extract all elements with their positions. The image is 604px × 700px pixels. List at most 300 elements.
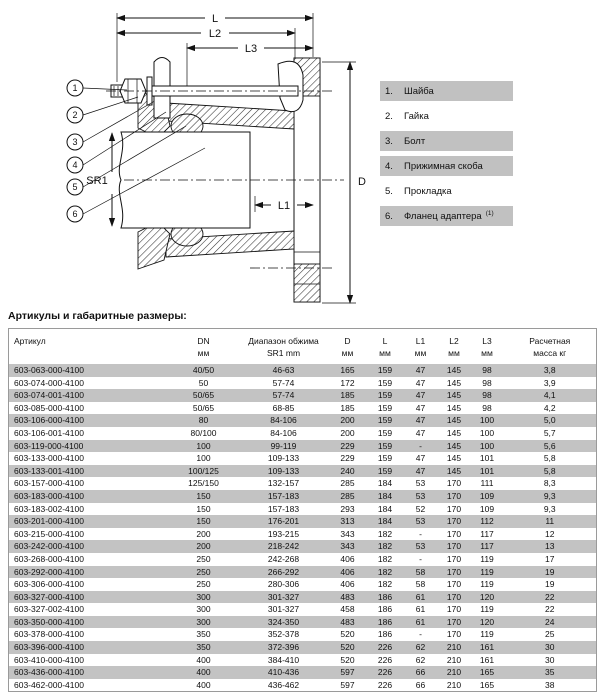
article-cell: 50 bbox=[198, 377, 209, 388]
article-cell: 384-410 bbox=[267, 654, 300, 665]
article-row bbox=[9, 414, 597, 427]
article-cell: 406 bbox=[329, 566, 367, 579]
article-cell: 61 bbox=[415, 604, 426, 615]
article-cell: 47 bbox=[404, 414, 438, 427]
header-artikul: Артикул bbox=[14, 336, 46, 346]
article-row bbox=[9, 402, 597, 415]
callout-4 bbox=[67, 157, 83, 173]
article-cell: 603-268-000-4100 bbox=[14, 553, 84, 564]
article-cell: 145 bbox=[438, 440, 471, 453]
dim-label-D: D bbox=[358, 176, 366, 188]
article-cell: 50/65 bbox=[192, 402, 215, 413]
article-cell: 603-074-000-4100 bbox=[14, 377, 84, 388]
legend-item-number: 6. bbox=[385, 210, 393, 222]
article-cell: 98 bbox=[471, 389, 504, 402]
article-cell: 210 bbox=[438, 641, 471, 654]
article-cell: 603-242-000-4100 bbox=[9, 540, 169, 553]
article-cell: 52 bbox=[415, 503, 426, 514]
article-cell: 35 bbox=[504, 666, 597, 679]
header-l1: L1 мм bbox=[414, 336, 427, 358]
article-cell: 293 bbox=[340, 503, 355, 514]
dimension-L2 bbox=[117, 28, 295, 40]
article-cell: 112 bbox=[471, 515, 504, 528]
article-cell: 4,1 bbox=[504, 389, 597, 402]
article-cell: 100 bbox=[196, 453, 211, 464]
article-cell: 603-436-000-4100 bbox=[9, 666, 169, 679]
legend-item-label: Гайка bbox=[404, 110, 429, 122]
articles-table bbox=[8, 328, 597, 692]
article-cell: 285 bbox=[340, 478, 355, 489]
legend-item-bolt bbox=[380, 131, 513, 151]
article-cell: 170 bbox=[438, 591, 471, 604]
article-cell: 159 bbox=[377, 427, 393, 438]
article-row bbox=[9, 679, 597, 692]
drawing-svg bbox=[0, 0, 380, 315]
article-cell: 159 bbox=[367, 440, 404, 453]
article-cell: 300 bbox=[169, 591, 239, 604]
dim-label-L1: L1 bbox=[277, 200, 291, 212]
article-cell: 19 bbox=[504, 566, 597, 579]
article-cell: 313 bbox=[329, 515, 367, 528]
callout-6 bbox=[67, 206, 83, 222]
article-cell: 184 bbox=[367, 490, 404, 503]
article-cell: 603-063-000-4100 bbox=[9, 364, 169, 377]
article-row bbox=[9, 528, 597, 541]
article-cell: 603-462-000-4100 bbox=[14, 679, 84, 690]
article-cell: 280-306 bbox=[267, 579, 300, 590]
article-row bbox=[9, 654, 597, 667]
article-cell: 99-119 bbox=[239, 440, 329, 453]
article-row bbox=[9, 566, 597, 579]
article-cell: 53 bbox=[415, 478, 426, 489]
article-cell: 226 bbox=[377, 679, 393, 690]
article-cell: 182 bbox=[377, 579, 393, 590]
article-cell: 182 bbox=[367, 540, 404, 553]
article-cell: 603-183-000-4100 bbox=[9, 490, 169, 503]
article-cell: 47 bbox=[404, 389, 438, 402]
article-cell: 84-106 bbox=[239, 414, 329, 427]
article-cell: 145 bbox=[446, 427, 462, 438]
article-cell: 84-106 bbox=[270, 427, 297, 438]
article-cell: 603-350-000-4100 bbox=[9, 616, 169, 629]
article-cell: 66 bbox=[404, 666, 438, 679]
header-l3: L3 мм bbox=[481, 336, 493, 358]
article-cell: 483 bbox=[329, 591, 367, 604]
legend-item-number: 1. bbox=[385, 85, 393, 97]
article-cell: 165 bbox=[471, 666, 504, 679]
header-d: D мм bbox=[341, 336, 354, 358]
article-cell: 266-292 bbox=[239, 566, 329, 579]
article-cell: 17 bbox=[545, 553, 555, 564]
legend-item-number: 4. bbox=[385, 160, 393, 172]
callout-1-number: 1 bbox=[72, 83, 78, 93]
article-cell: 100 bbox=[471, 414, 504, 427]
article-cell: 603-106-000-4100 bbox=[9, 414, 169, 427]
article-cell: 436-462 bbox=[267, 679, 300, 690]
article-cell: 372-396 bbox=[239, 641, 329, 654]
article-cell: - bbox=[419, 553, 422, 564]
article-cell: 170 bbox=[446, 579, 462, 590]
article-cell: 62 bbox=[404, 641, 438, 654]
article-cell: 9,3 bbox=[543, 503, 556, 514]
legend-item-nut bbox=[380, 106, 513, 126]
article-row bbox=[9, 389, 597, 402]
article-cell: 53 bbox=[404, 490, 438, 503]
article-cell: 58 bbox=[415, 579, 426, 590]
article-cell: 193-215 bbox=[267, 528, 300, 539]
article-cell: 165 bbox=[479, 679, 495, 690]
article-cell: 47 bbox=[415, 402, 426, 413]
article-row bbox=[9, 578, 597, 591]
article-cell: 119 bbox=[480, 604, 494, 615]
article-cell: 170 bbox=[446, 503, 462, 514]
article-cell: 200 bbox=[329, 414, 367, 427]
article-cell: 603-157-000-4100 bbox=[14, 478, 84, 489]
legend-item-adapter-flange bbox=[380, 206, 513, 226]
article-cell: 159 bbox=[377, 377, 393, 388]
callout-1 bbox=[67, 80, 83, 96]
article-cell: 3,8 bbox=[504, 364, 597, 377]
article-cell: 111 bbox=[480, 478, 494, 489]
article-cell: 250 bbox=[196, 553, 211, 564]
article-cell: 161 bbox=[471, 641, 504, 654]
article-cell: 603-396-000-4100 bbox=[9, 641, 169, 654]
article-cell: 250 bbox=[169, 566, 239, 579]
article-cell: 324-350 bbox=[239, 616, 329, 629]
legend-item-label: Болт bbox=[404, 135, 426, 147]
article-cell: 410-436 bbox=[239, 666, 329, 679]
article-cell: 603-378-000-4100 bbox=[14, 629, 84, 640]
article-cell: 98 bbox=[482, 402, 492, 413]
article-row bbox=[9, 465, 597, 478]
article-cell: 170 bbox=[438, 540, 471, 553]
article-cell: 53 bbox=[404, 515, 438, 528]
article-cell: 483 bbox=[329, 616, 367, 629]
article-cell: 210 bbox=[446, 679, 462, 690]
article-cell: 19 bbox=[545, 579, 555, 590]
article-cell: 603-106-001-4100 bbox=[14, 427, 84, 438]
article-cell: 185 bbox=[340, 402, 355, 413]
article-cell: 603-201-000-4100 bbox=[9, 515, 169, 528]
callout-3 bbox=[67, 134, 83, 150]
article-cell: 120 bbox=[471, 616, 504, 629]
article-cell: 22 bbox=[504, 591, 597, 604]
article-cell: 603-327-002-4100 bbox=[14, 604, 84, 615]
article-row bbox=[9, 641, 597, 654]
article-cell: 150 bbox=[169, 515, 239, 528]
article-cell: 301-327 bbox=[239, 591, 329, 604]
article-cell: 200 bbox=[196, 528, 211, 539]
article-cell: 47 bbox=[415, 377, 426, 388]
dim-label-L2: L2 bbox=[208, 28, 222, 40]
section-title: Артикулы и габаритные размеры: bbox=[8, 310, 187, 322]
article-cell: 101 bbox=[471, 465, 504, 478]
article-cell: 210 bbox=[438, 666, 471, 679]
article-cell: - bbox=[419, 528, 422, 539]
article-cell: 184 bbox=[367, 515, 404, 528]
article-cell: 109 bbox=[479, 503, 495, 514]
article-cell: 109-133 bbox=[239, 465, 329, 478]
article-cell: 229 bbox=[329, 440, 367, 453]
article-cell: 603-133-000-4100 bbox=[14, 453, 84, 464]
article-cell: 159 bbox=[377, 402, 393, 413]
article-cell: 145 bbox=[446, 453, 462, 464]
article-cell: 8,3 bbox=[543, 478, 556, 489]
article-cell: 603-306-000-4100 bbox=[14, 579, 84, 590]
article-cell: 300 bbox=[196, 604, 211, 615]
dimension-SR1 bbox=[86, 133, 112, 226]
article-cell: 159 bbox=[367, 389, 404, 402]
article-cell: 603-133-001-4100 bbox=[9, 465, 169, 478]
article-cell: 520 bbox=[340, 629, 355, 640]
article-cell: 597 bbox=[340, 679, 355, 690]
article-cell: 159 bbox=[367, 465, 404, 478]
callout-5 bbox=[67, 179, 83, 195]
article-cell: 159 bbox=[377, 453, 393, 464]
article-cell: 150 bbox=[169, 490, 239, 503]
article-cell: 47 bbox=[415, 427, 426, 438]
article-cell: 170 bbox=[446, 604, 462, 615]
article-row bbox=[9, 540, 597, 553]
article-cell: 184 bbox=[377, 478, 393, 489]
legend-item-label: Фланец адаптера bbox=[404, 210, 482, 222]
article-row bbox=[9, 503, 597, 516]
article-row bbox=[9, 427, 597, 440]
legend-item-label: Прокладка bbox=[404, 185, 452, 197]
dim-label-SR1: SR1 bbox=[86, 175, 108, 187]
article-cell: 46-63 bbox=[239, 364, 329, 377]
article-cell: 300 bbox=[169, 616, 239, 629]
article-cell: 5,8 bbox=[504, 465, 597, 478]
article-cell: 119 bbox=[480, 629, 494, 640]
article-cell: - bbox=[404, 440, 438, 453]
header-dn: DN мм bbox=[197, 336, 210, 358]
table-body bbox=[9, 364, 597, 692]
article-cell: 66 bbox=[415, 679, 426, 690]
header-mass: Расчетная масса кг bbox=[529, 336, 571, 358]
article-cell: 125/150 bbox=[188, 478, 219, 489]
article-cell: 159 bbox=[367, 414, 404, 427]
dimension-D bbox=[350, 62, 366, 303]
article-cell: 165 bbox=[329, 364, 367, 377]
article-row bbox=[9, 452, 597, 465]
table-header bbox=[9, 329, 597, 365]
article-cell: 210 bbox=[446, 654, 462, 665]
article-row bbox=[9, 666, 597, 679]
article-cell: 5,0 bbox=[504, 414, 597, 427]
article-cell: 24 bbox=[504, 616, 597, 629]
article-cell: 350 bbox=[196, 629, 211, 640]
legend-item-gasket bbox=[380, 181, 513, 201]
article-cell: 119 bbox=[471, 566, 504, 579]
article-cell: 186 bbox=[377, 604, 393, 615]
article-row bbox=[9, 440, 597, 453]
article-cell: 242-268 bbox=[267, 553, 300, 564]
article-cell: 4,2 bbox=[543, 402, 556, 413]
article-cell: 229 bbox=[340, 453, 355, 464]
article-cell: 603-119-000-4100 bbox=[9, 440, 169, 453]
article-row bbox=[9, 515, 597, 528]
article-cell: 161 bbox=[479, 654, 495, 665]
article-cell: 170 bbox=[438, 566, 471, 579]
article-cell: 603-327-000-4100 bbox=[9, 591, 169, 604]
article-cell: 352-378 bbox=[267, 629, 300, 640]
article-cell: 11 bbox=[504, 515, 597, 528]
article-cell: 185 bbox=[329, 389, 367, 402]
article-cell: 182 bbox=[367, 566, 404, 579]
article-cell: 47 bbox=[415, 453, 426, 464]
article-cell: 226 bbox=[367, 641, 404, 654]
article-cell: 22 bbox=[545, 604, 555, 615]
article-cell: 597 bbox=[329, 666, 367, 679]
article-cell: 186 bbox=[377, 629, 393, 640]
callout-6-number: 6 bbox=[72, 209, 78, 219]
article-cell: 343 bbox=[340, 528, 355, 539]
article-cell: 157-183 bbox=[267, 503, 300, 514]
article-cell: 109 bbox=[471, 490, 504, 503]
article-cell: 12 bbox=[545, 528, 555, 539]
article-cell: 100/125 bbox=[169, 465, 239, 478]
article-cell: 186 bbox=[367, 591, 404, 604]
article-cell: 145 bbox=[446, 377, 462, 388]
article-cell: 240 bbox=[329, 465, 367, 478]
header-l: L мм bbox=[379, 336, 391, 358]
article-cell: 100 bbox=[471, 440, 504, 453]
article-cell: 250 bbox=[196, 579, 211, 590]
article-cell: 100 bbox=[479, 427, 495, 438]
article-cell: 53 bbox=[404, 540, 438, 553]
legend-item-label: Прижимная скоба bbox=[404, 160, 483, 172]
article-cell: 61 bbox=[404, 591, 438, 604]
article-cell: 150 bbox=[196, 503, 211, 514]
article-cell: 98 bbox=[482, 377, 492, 388]
article-cell: 80 bbox=[169, 414, 239, 427]
article-row bbox=[9, 616, 597, 629]
article-cell: 603-183-002-4100 bbox=[14, 503, 84, 514]
article-cell: 30 bbox=[504, 641, 597, 654]
article-cell: 406 bbox=[340, 579, 355, 590]
parts-legend bbox=[380, 81, 513, 231]
article-cell: 170 bbox=[446, 629, 462, 640]
article-cell: 119 bbox=[480, 553, 494, 564]
article-cell: 25 bbox=[545, 629, 555, 640]
article-cell: 68-85 bbox=[272, 402, 295, 413]
article-cell: 172 bbox=[340, 377, 355, 388]
article-cell: 218-242 bbox=[239, 540, 329, 553]
article-cell: 458 bbox=[340, 604, 355, 615]
article-cell: 170 bbox=[446, 528, 462, 539]
article-cell: 406 bbox=[340, 553, 355, 564]
article-row bbox=[9, 490, 597, 503]
article-cell: 13 bbox=[504, 540, 597, 553]
article-cell: 119 bbox=[480, 579, 494, 590]
article-cell: 9,3 bbox=[504, 490, 597, 503]
article-cell: 170 bbox=[446, 478, 462, 489]
article-cell: 400 bbox=[196, 654, 211, 665]
article-cell: 38 bbox=[545, 679, 555, 690]
article-cell: 57-74 bbox=[272, 377, 295, 388]
article-cell: 5,7 bbox=[543, 427, 556, 438]
header-range-sr1: Диапазон обжима SR1 mm bbox=[248, 336, 319, 358]
article-row bbox=[9, 377, 597, 390]
article-cell: 285 bbox=[329, 490, 367, 503]
article-cell: 170 bbox=[438, 515, 471, 528]
dim-label-L3: L3 bbox=[244, 43, 258, 55]
article-cell: 47 bbox=[404, 364, 438, 377]
article-cell: 57-74 bbox=[239, 389, 329, 402]
article-row bbox=[9, 628, 597, 641]
callout-4-number: 4 bbox=[72, 160, 78, 170]
article-cell: 159 bbox=[367, 364, 404, 377]
article-cell: 176-201 bbox=[239, 515, 329, 528]
article-cell: 603-085-000-4100 bbox=[14, 402, 84, 413]
legend-item-number: 3. bbox=[385, 135, 393, 147]
article-cell: 3,9 bbox=[543, 377, 556, 388]
article-cell: 50/65 bbox=[169, 389, 239, 402]
article-cell: 603-074-001-4100 bbox=[9, 389, 169, 402]
article-cell: 170 bbox=[438, 616, 471, 629]
article-cell: 120 bbox=[471, 591, 504, 604]
legend-item-footnote: (1) bbox=[485, 209, 494, 217]
article-cell: 520 bbox=[340, 654, 355, 665]
article-cell: 520 bbox=[329, 641, 367, 654]
legend-item-washer bbox=[380, 81, 513, 101]
article-cell: 145 bbox=[438, 465, 471, 478]
article-row bbox=[9, 477, 597, 490]
article-cell: 200 bbox=[340, 427, 355, 438]
article-cell: 603-215-000-4100 bbox=[14, 528, 84, 539]
article-cell: 117 bbox=[471, 540, 504, 553]
dimension-L bbox=[117, 13, 313, 25]
article-cell: 101 bbox=[479, 453, 495, 464]
article-cell: 145 bbox=[438, 389, 471, 402]
article-cell: 40/50 bbox=[169, 364, 239, 377]
callout-2-number: 2 bbox=[72, 110, 78, 120]
article-row bbox=[9, 364, 597, 377]
article-cell: 145 bbox=[438, 414, 471, 427]
legend-item-number: 5. bbox=[385, 185, 393, 197]
article-cell: 226 bbox=[377, 654, 393, 665]
article-row bbox=[9, 553, 597, 566]
article-cell: 145 bbox=[446, 402, 462, 413]
header-l2: L2 мм bbox=[448, 336, 460, 358]
dimension-L3 bbox=[187, 43, 313, 55]
article-cell: 182 bbox=[377, 553, 393, 564]
article-cell: 301-327 bbox=[267, 604, 300, 615]
article-cell: 350 bbox=[169, 641, 239, 654]
callout-5-number: 5 bbox=[72, 182, 78, 192]
article-cell: 157-183 bbox=[239, 490, 329, 503]
article-cell: 184 bbox=[377, 503, 393, 514]
article-cell: 603-410-000-4100 bbox=[14, 654, 84, 665]
article-cell: 117 bbox=[480, 528, 494, 539]
article-cell: 62 bbox=[415, 654, 426, 665]
article-cell: 132-157 bbox=[267, 478, 300, 489]
article-cell: 30 bbox=[545, 654, 555, 665]
article-cell: 98 bbox=[471, 364, 504, 377]
legend-item-clamp-bracket bbox=[380, 156, 513, 176]
flange-adapter-drawing bbox=[0, 0, 380, 315]
article-cell: 170 bbox=[446, 553, 462, 564]
article-cell: - bbox=[419, 629, 422, 640]
legend-item-number: 2. bbox=[385, 110, 393, 122]
article-cell: 58 bbox=[404, 566, 438, 579]
article-row bbox=[9, 603, 597, 616]
article-cell: 186 bbox=[367, 616, 404, 629]
article-cell: 182 bbox=[377, 528, 393, 539]
article-cell: 170 bbox=[438, 490, 471, 503]
article-cell: 603-292-000-4100 bbox=[9, 566, 169, 579]
